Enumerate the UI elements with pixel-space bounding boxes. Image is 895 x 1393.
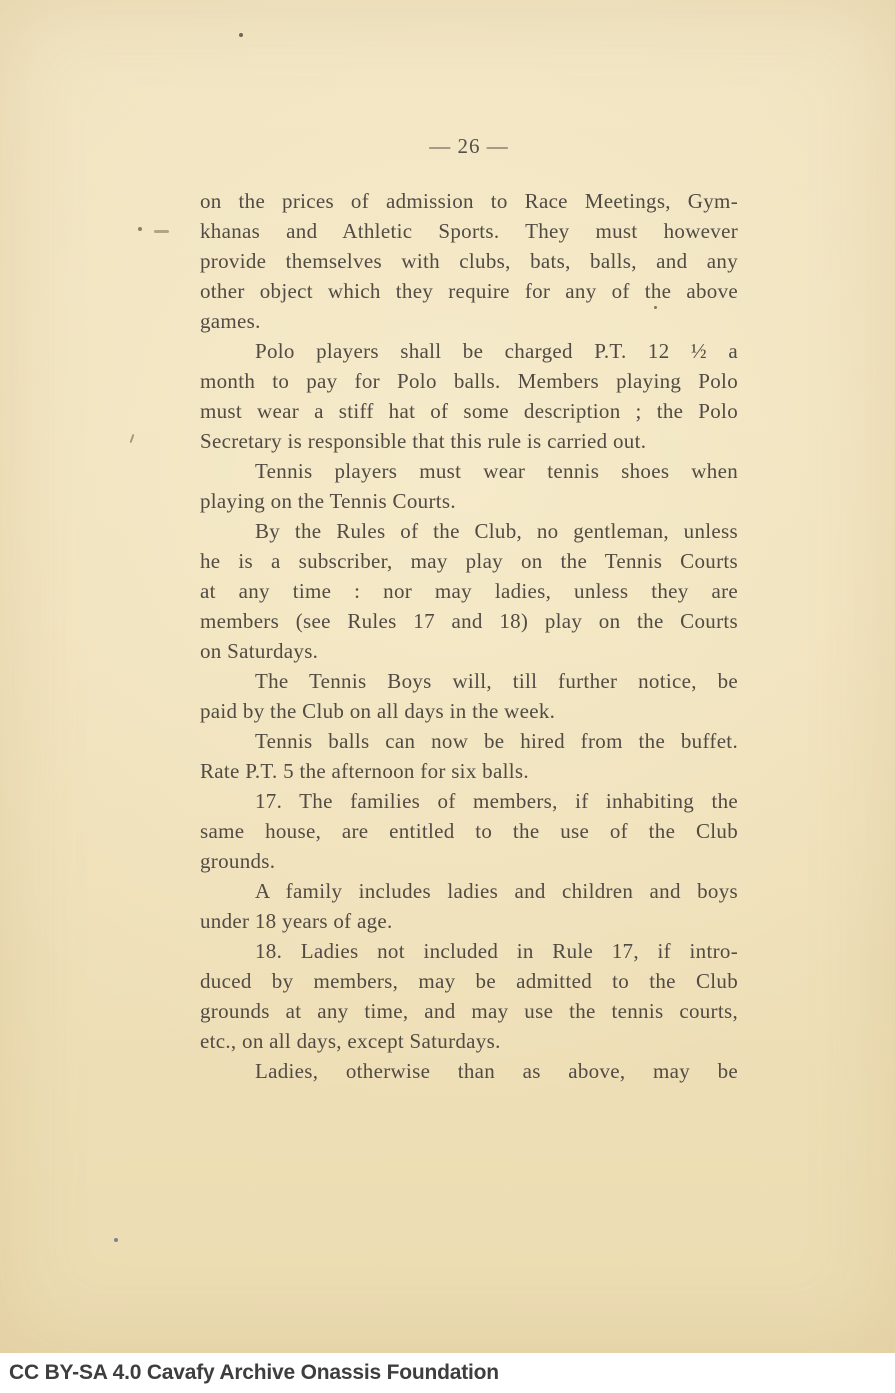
text-line: grounds at any time, and may use the tennis courts, <box>200 999 738 1023</box>
scan-speck <box>114 1238 118 1242</box>
text-line: Polo players shall be charged P.T. 12 ½ a <box>255 339 738 363</box>
text-line: khanas and Athletic Sports. They must however <box>200 219 738 243</box>
text-line: at any time : nor may ladies, unless they are <box>200 579 738 603</box>
text-line: on Saturdays. <box>200 639 319 663</box>
paragraph <box>200 786 738 876</box>
text-line: under 18 years of age. <box>200 909 393 933</box>
scan-speck <box>239 33 243 37</box>
text-line: month to pay for Polo balls. Members playing Polo <box>200 369 738 393</box>
text-line: games. <box>200 309 261 333</box>
paragraph <box>200 336 738 456</box>
text-line: Tennis balls can now be hired from the buffet. <box>255 729 738 753</box>
page-number: — 26 — <box>429 134 509 158</box>
text-line: A family includes ladies and children and boys <box>255 879 738 903</box>
paragraph <box>200 876 738 936</box>
scan-speck <box>138 227 142 231</box>
text-line: 17. The families of members, if inhabiting the <box>255 789 738 813</box>
license-text: CC BY-SA 4.0 Cavafy Archive Onassis Foundation <box>9 1361 499 1384</box>
text-line: provide themselves with clubs, bats, balls, and any <box>200 249 738 273</box>
text-line: duced by members, may be admitted to the Club <box>200 969 738 993</box>
text-line: playing on the Tennis Courts. <box>200 489 456 513</box>
text-line: other object which they require for any of the above <box>200 279 738 303</box>
text-line: The Tennis Boys will, till further notice, be <box>255 669 738 693</box>
text-line: Tennis players must wear tennis shoes when <box>255 459 738 483</box>
paragraph <box>200 186 738 336</box>
paragraph <box>200 936 738 1056</box>
text-line: By the Rules of the Club, no gentleman, unless <box>255 519 738 543</box>
scan-speck <box>130 434 135 443</box>
paragraph <box>200 726 738 786</box>
text-line: etc., on all days, except Saturdays. <box>200 1029 501 1053</box>
text-line: he is a subscriber, may play on the Tennis Courts <box>200 549 738 573</box>
license-bar <box>0 1353 895 1393</box>
text-line: Secretary is responsible that this rule is carried out. <box>200 429 647 453</box>
paragraph <box>200 516 738 666</box>
text-line: paid by the Club on all days in the week. <box>200 699 556 723</box>
text-line: 18. Ladies not included in Rule 17, if intro- <box>255 939 738 963</box>
text-line: same house, are entitled to the use of the Club <box>200 819 738 843</box>
scan-speck <box>654 306 657 309</box>
text-line: grounds. <box>200 849 276 873</box>
paragraph <box>200 666 738 726</box>
scan-speck <box>154 230 169 233</box>
text-line: Rate P.T. 5 the afternoon for six balls. <box>200 759 529 783</box>
text-line: on the prices of admission to Race Meetings, Gym- <box>200 189 738 213</box>
page-text <box>200 131 738 1086</box>
text-line: Ladies, otherwise than as above, may be <box>255 1059 738 1083</box>
paragraph <box>200 1056 738 1086</box>
paragraph <box>200 456 738 516</box>
text-line: members (see Rules 17 and 18) play on the Courts <box>200 609 738 633</box>
text-line: must wear a stiff hat of some description ; the Polo <box>200 399 738 423</box>
